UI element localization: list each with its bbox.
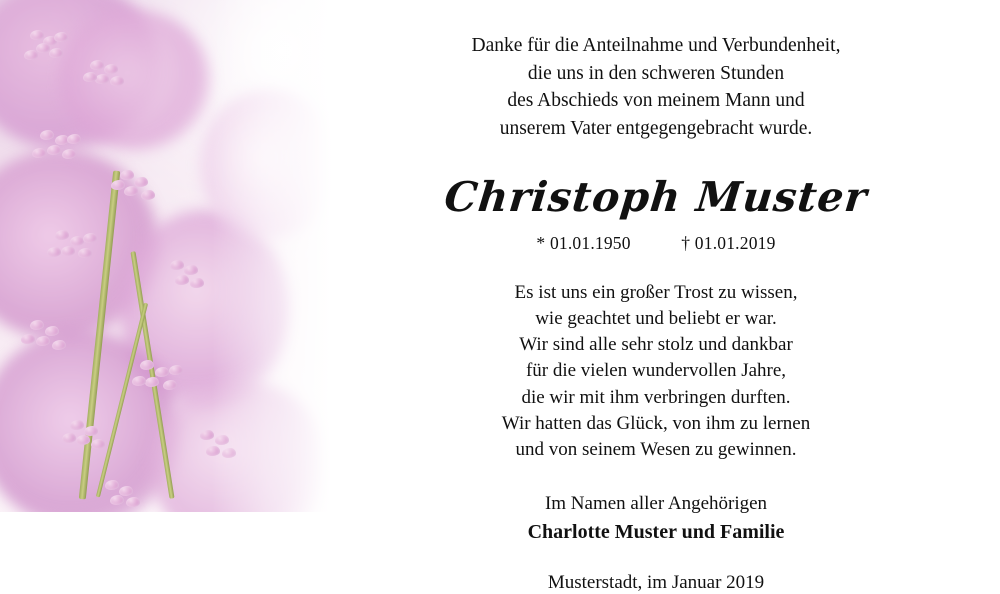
intro-line: die uns in den schweren Stunden	[527, 62, 785, 84]
intro-text	[352, 32, 960, 143]
blossom-blur	[60, 10, 210, 150]
memorial-verse	[352, 280, 960, 464]
memorial-text-panel	[332, 0, 1000, 593]
closing-block	[352, 491, 960, 546]
place-and-date: Musterstadt, im Januar 2019	[547, 571, 765, 593]
intro-line: Danke für die Anteilnahme und Verbundenheit,	[471, 35, 841, 56]
life-dates	[352, 233, 960, 254]
lilac-blossom-photo	[0, 0, 332, 512]
intro-line: des Abschieds von meinem Mann und	[507, 90, 805, 112]
verse-line: die wir mit ihm verbringen durften.	[521, 386, 791, 408]
family-name-line: Charlotte Muster und Familie	[527, 520, 785, 543]
verse-line: Es ist uns ein großer Trost zu wissen,	[514, 281, 798, 303]
death-date: † 01.01.2019	[681, 232, 776, 253]
verse-line: wie geachtet und beliebt er war.	[535, 307, 777, 329]
photo-fade-edge	[212, 0, 332, 512]
deceased-name: Christoph Muster	[442, 172, 870, 221]
intro-line: unserem Vater entgegengebracht wurde.	[499, 118, 813, 140]
closing-line: Im Namen aller Angehörigen	[544, 493, 768, 515]
verse-line: für die vielen wundervollen Jahre,	[525, 360, 787, 382]
verse-line: Wir hatten das Glück, von ihm zu lernen	[501, 412, 811, 434]
birth-date: * 01.01.1950	[536, 232, 631, 253]
verse-line: und von seinem Wesen zu gewinnen.	[515, 439, 797, 461]
verse-line: Wir sind alle sehr stolz und dankbar	[519, 334, 793, 356]
